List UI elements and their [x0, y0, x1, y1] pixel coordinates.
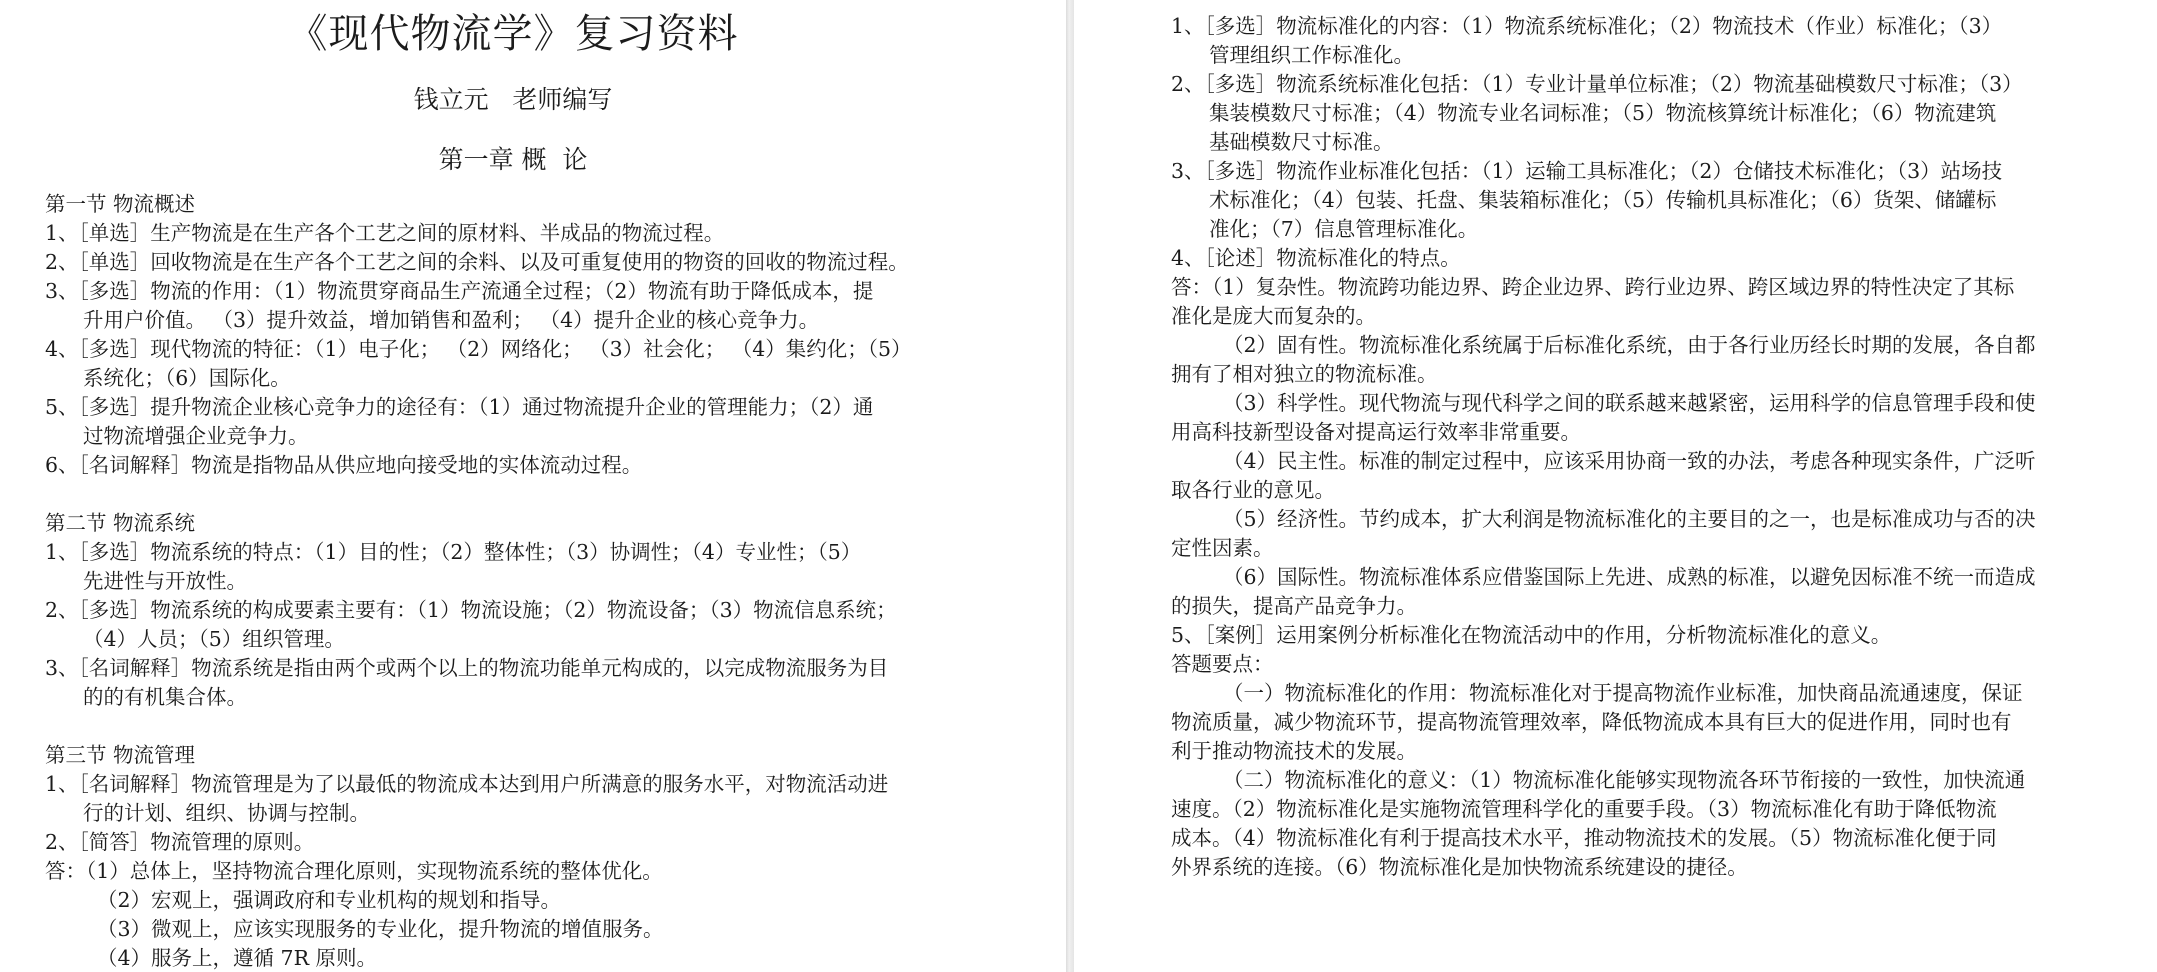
left-page-text-line: 第三节 物流管理 — [45, 743, 196, 767]
left-page-text-line: 1、［单选］生产物流是在生产各个工艺之间的原材料、半成品的物流过程。 — [45, 221, 725, 245]
left-page-text-line: 2、［单选］回收物流是在生产各个工艺之间的余料、以及可重复使用的物资的回收的物流过程。 — [45, 250, 909, 274]
document-title: 《现代物流学》复习资料 — [287, 11, 739, 57]
author-line: 钱立元 老师编写 — [413, 85, 613, 114]
right-page-text-line: 基础模数尺寸标准。 — [1209, 130, 1394, 154]
left-page-text-line: 的的有机集合体。 — [83, 685, 247, 709]
left-page-text-line: 6、［名词解释］物流是指物品从供应地向接受地的实体流动过程。 — [45, 453, 643, 477]
left-page-text-line: 系统化；（6）国际化。 — [83, 366, 291, 390]
right-page-text-line: 3、［多选］物流作业标准化包括：（1）运输工具标准化；（2）仓储技术标准化；（3）站场技 — [1171, 159, 2003, 183]
right-page-text-line: 速度。（2）物流标准化是实施物流管理科学化的重要手段。（3）物流标准化有助于降低物流 — [1171, 797, 1997, 821]
left-page-text-line: 升用户价值。 （3）提升效益，增加销售和盈利； （4）提升企业的核心竞争力。 — [83, 308, 820, 332]
left-page-text-line: （3）微观上，应该实现服务的专业化，提升物流的增值服务。 — [97, 917, 664, 941]
left-page-text-line: 答：（1）总体上，坚持物流合理化原则，实现物流系统的整体优化。 — [45, 859, 663, 883]
right-page-text-line: 拥有了相对独立的物流标准。 — [1171, 362, 1438, 386]
left-page-text-line: 2、［多选］物流系统的构成要素主要有：（1）物流设施；（2）物流设备；（3）物流信息系统； — [45, 598, 897, 622]
left-page-text-line: （2）宏观上，强调政府和专业机构的规划和指导。 — [97, 888, 562, 912]
right-page-text-line: 2、［多选］物流系统标准化包括：（1）专业计量单位标准；（2）物流基础模数尺寸标准；（3） — [1171, 72, 2023, 96]
right-page-text-line: （6）国际性。物流标准体系应借鉴国际上先进、成熟的标准，以避免因标准不统一而造成 — [1223, 565, 2036, 589]
left-page-text-line: （4）人员；（5）组织管理。 — [83, 627, 345, 651]
left-page-text-line: 4、［多选］现代物流的特征：（1）电子化； （2）网络化； （3）社会化； （4）集约化；（5） — [45, 337, 912, 361]
left-page — [0, 0, 1066, 972]
chapter-heading: 第一章 概 论 — [438, 145, 588, 174]
left-page-text-line: 过物流增强企业竞争力。 — [83, 424, 309, 448]
right-page-text-line: 术标准化；（4）包装、托盘、集装箱标准化；（5）传输机具标准化；（6）货架、储罐标 — [1209, 188, 1997, 212]
right-page-text-line: （3）科学性。现代物流与现代科学之间的联系越来越紧密，运用科学的信息管理手段和使 — [1223, 391, 2036, 415]
left-page-text-line: 1、［名词解释］物流管理是为了以最低的物流成本达到用户所满意的服务水平，对物流活动进 — [45, 772, 889, 796]
right-page-text-line: 外界系统的连接。（6）物流标准化是加快物流系统建设的捷径。 — [1171, 855, 1748, 879]
right-page — [1074, 0, 2157, 972]
left-page-text-line: 第二节 物流系统 — [45, 511, 196, 535]
left-page-text-line: 3、［名词解释］物流系统是指由两个或两个以上的物流功能单元构成的，以完成物流服务为目 — [45, 656, 889, 680]
right-page-text-line: 管理组织工作标准化。 — [1209, 43, 1414, 67]
right-page-text-line: （4）民主性。标准的制定过程中，应该采用协商一致的办法，考虑各种现实条件，广泛听 — [1223, 449, 2036, 473]
right-page-text-line: 5、［案例］运用案例分析标准化在物流活动中的作用，分析物流标准化的意义。 — [1171, 623, 1892, 647]
right-page-text-line: （2）固有性。物流标准化系统属于后标准化系统，由于各行业历经长时期的发展，各自都 — [1223, 333, 2036, 357]
left-page-text-line: 3、［多选］物流的作用：（1）物流贯穿商品生产流通全过程；（2）物流有助于降低成本，提 — [45, 279, 874, 303]
right-page-text-line: 的损失，提高产品竞争力。 — [1171, 594, 1417, 618]
page-divider — [1066, 0, 1074, 972]
right-page-text-line: 答：（1）复杂性。物流跨功能边界、跨企业边界、跨行业边界、跨区域边界的特性决定了其标 — [1171, 275, 2015, 299]
right-page-text-line: 定性因素。 — [1171, 536, 1274, 560]
left-page-text-line: （4）服务上，遵循 7R 原则。 — [97, 946, 378, 970]
right-page-text-line: 1、［多选］物流标准化的内容：（1）物流系统标准化；（2）物流技术（作业）标准化；（3） — [1171, 14, 2003, 38]
left-page-text-line: 第一节 物流概述 — [45, 192, 196, 216]
right-page-text-line: 4、［论述］物流标准化的特点。 — [1171, 246, 1461, 270]
right-page-text-line: 物流质量，减少物流环节，提高物流管理效率，降低物流成本具有巨大的促进作用，同时也有 — [1171, 710, 2012, 734]
right-page-text-line: 集装模数尺寸标准；（4）物流专业名词标准；（5）物流核算统计标准化；（6）物流建筑 — [1209, 101, 1997, 125]
right-page-text-line: 取各行业的意见。 — [1171, 478, 1335, 502]
right-page-text-line: 准化是庞大而复杂的。 — [1171, 304, 1376, 328]
right-page-text-line: （二）物流标准化的意义：（1）物流标准化能够实现物流各环节衔接的一致性，加快流通 — [1223, 768, 2026, 792]
right-page-text-line: 答题要点： — [1171, 652, 1274, 676]
left-page-text-line: 2、［简答］物流管理的原则。 — [45, 830, 315, 854]
right-page-text-line: 成本。（4）物流标准化有利于提高技术水平，推动物流技术的发展。（5）物流标准化便于同 — [1171, 826, 1997, 850]
left-page-text-line: 5、［多选］提升物流企业核心竞争力的途径有：（1）通过物流提升企业的管理能力；（2）通 — [45, 395, 874, 419]
right-page-text-line: （一）物流标准化的作用：物流标准化对于提高物流作业标准，加快商品流通速度，保证 — [1223, 681, 2023, 705]
right-page-text-line: 利于推动物流技术的发展。 — [1171, 739, 1417, 763]
right-page-text-line: 准化；（7）信息管理标准化。 — [1209, 217, 1479, 241]
left-page-text-line: 1、［多选］物流系统的特点：（1）目的性；（2）整体性；（3）协调性；（4）专业性；（5） — [45, 540, 862, 564]
left-page-text-line: 行的计划、组织、协调与控制。 — [83, 801, 370, 825]
right-page-text-line: （5）经济性。节约成本，扩大利润是物流标准化的主要目的之一，也是标准成功与否的决 — [1223, 507, 2036, 531]
right-page-text-line: 用高科技新型设备对提高运行效率非常重要。 — [1171, 420, 1581, 444]
left-page-text-line: 先进性与开放性。 — [83, 569, 247, 593]
